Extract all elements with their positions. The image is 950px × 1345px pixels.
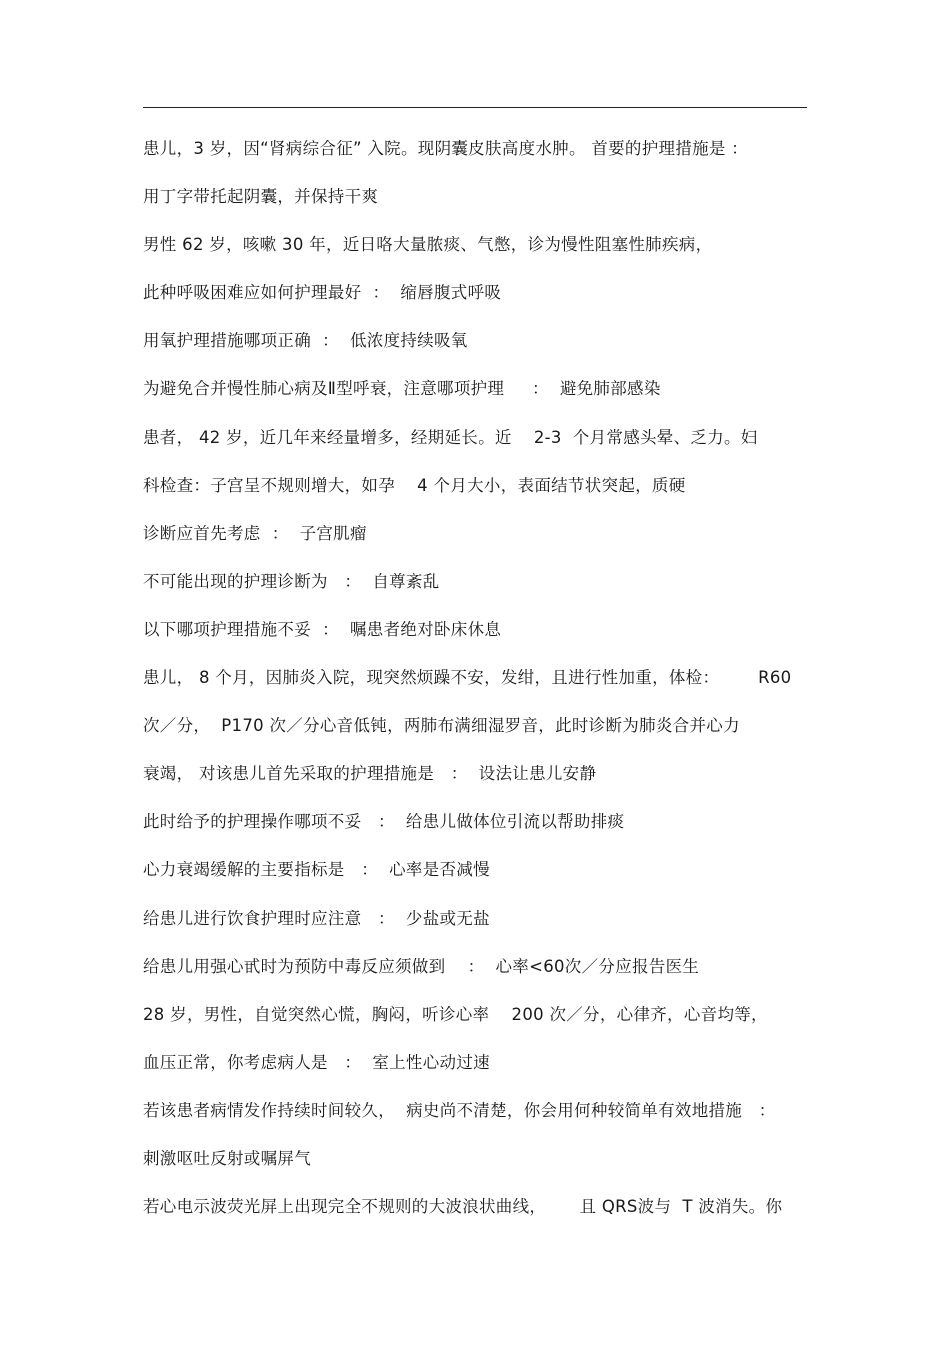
text-line: 给患儿用强心甙时为预防中毒反应须做到 ： 心率<60次／分应报告医生 xyxy=(143,956,700,976)
text-line: 刺激呕吐反射或嘱屏气 xyxy=(143,1148,311,1168)
text-line: 若该患者病情发作持续时间较久， 病史尚不清楚，你会用何种较简单有效地措施 ： xyxy=(143,1100,776,1120)
text-line: 用丁字带托起阴囊，并保持干爽 xyxy=(143,187,379,207)
text-line: 以下哪项护理措施不妥 ： 嘱患者绝对卧床休息 xyxy=(143,619,502,639)
text-line: 用氧护理措施哪项正确 ： 低浓度持续吸氧 xyxy=(143,331,468,351)
text-line: 衰竭， 对该患儿首先采取的护理措施是 ： 设法让患儿安静 xyxy=(143,764,597,784)
text-line: 此种呼吸困难应如何护理最好 ： 缩唇腹式呼吸 xyxy=(143,283,502,303)
text-line: 患者， 42 岁，近几年来经量增多，经期延长。近 2-3 个月常感头晕、乏力。妇 xyxy=(143,427,758,447)
text-line: 男性 62 岁，咳嗽 30 年，近日咯大量脓痰、气憋，诊为慢性阻塞性肺疾病， xyxy=(143,235,713,255)
text-line: 心力衰竭缓解的主要指标是 ： 心率是否减慢 xyxy=(143,860,490,880)
text-line: 血压正常，你考虑病人是 ： 室上性心动过速 xyxy=(143,1052,490,1072)
text-line: 诊断应首先考虑 ： 子宫肌瘤 xyxy=(143,523,367,543)
document-body xyxy=(143,133,823,1239)
text-line: 28 岁，男性，自觉突然心慌，胸闷，听诊心率 200 次／分，心律齐，心音均等， xyxy=(143,1004,768,1024)
text-line: 不可能出现的护理诊断为 ： 自尊紊乱 xyxy=(143,571,440,591)
text-line: 若心电示波荧光屏上出现完全不规则的大波浪状曲线， 且 QRS波与 T 波消失。你 xyxy=(143,1197,783,1217)
text-line: 科检查：子宫呈不规则增大，如孕 4 个月大小，表面结节状突起，质硬 xyxy=(143,475,686,495)
text-line: 此时给予的护理操作哪项不妥 ： 给患儿做体位引流以帮助排痰 xyxy=(143,812,625,832)
header-rule xyxy=(143,107,807,108)
text-line: 为避免合并慢性肺心病及Ⅱ型呼衰，注意哪项护理 ： 避免肺部感染 xyxy=(143,379,661,399)
text-line: 患儿，3 岁，因“肾病综合征” 入院。现阴囊皮肤高度水肿。 首要的护理措施是 ： xyxy=(143,139,749,158)
text-line: 给患儿进行饮食护理时应注意 ： 少盐或无盐 xyxy=(143,908,490,928)
text-line: 患儿， 8 个月，因肺炎入院，现突然烦躁不安，发绀，且进行性加重，体检： R60 xyxy=(143,668,792,688)
text-line: 次／分， P170 次／分心音低钝，两肺布满细湿罗音，此时诊断为肺炎合并心力 xyxy=(143,716,740,736)
